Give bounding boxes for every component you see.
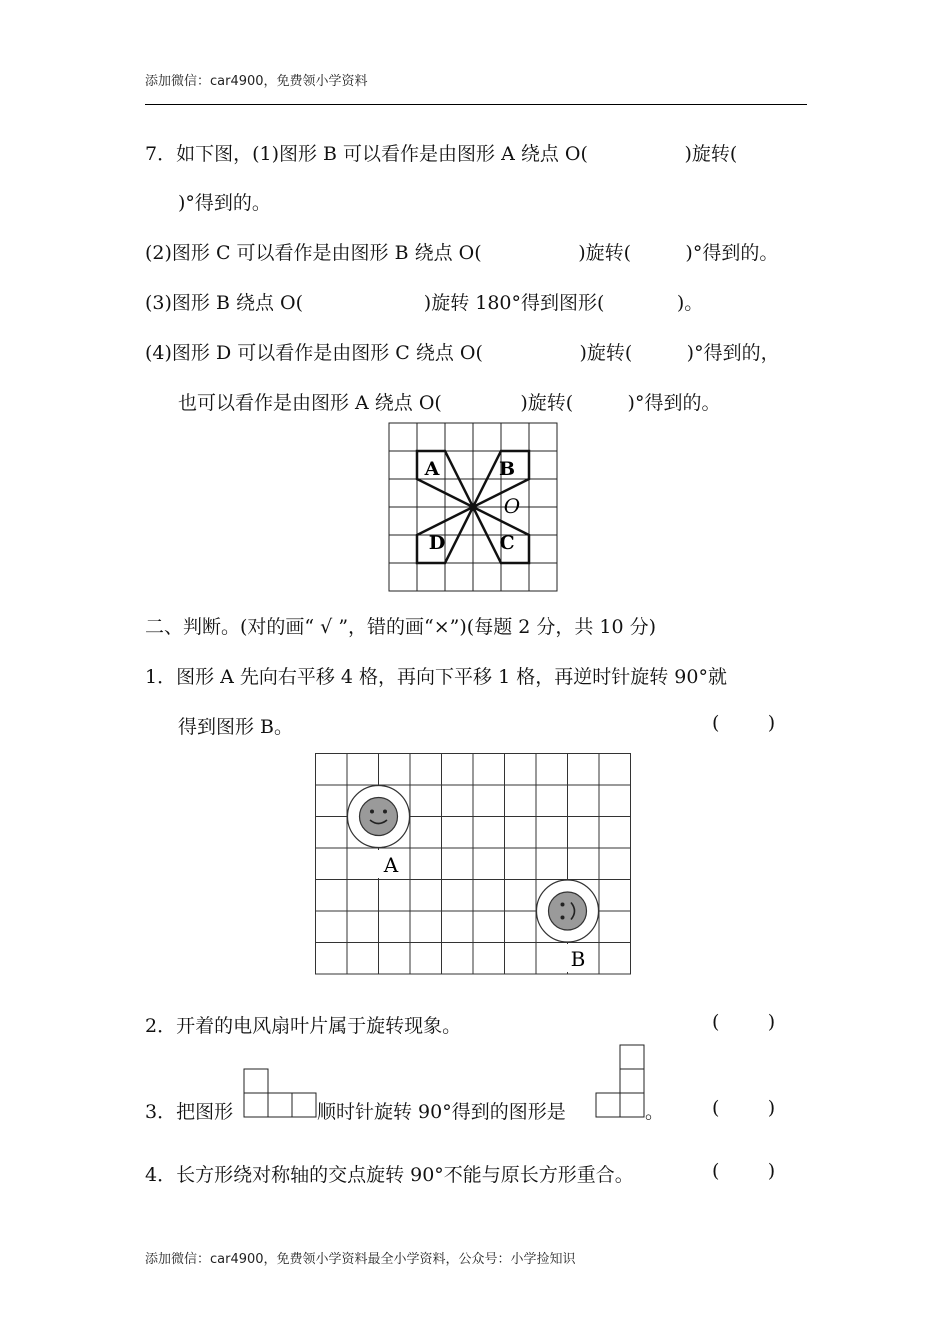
label-a: A: [424, 458, 440, 480]
page-footer: 添加微信：car4900，免费领小学资料最全小学资料，公众号：小学捡知识: [145, 1252, 576, 1267]
label-d: D: [428, 532, 446, 554]
judge-q1-figure: [314, 752, 632, 976]
q7-line-4: (3)图形 B 绕点 O( )旋转 180°得到图形( )。: [145, 292, 704, 314]
smiley-face-b: [537, 880, 599, 942]
judge-q2-text: 2．开着的电风扇叶片属于旋转现象。: [145, 1015, 462, 1037]
judge-q3-shape-rotated: [595, 1044, 645, 1118]
q7-line-6: 也可以看作是由图形 A 绕点 O( )旋转( )°得到的。: [178, 392, 721, 414]
page-header: 添加微信：car4900，免费领小学资料: [145, 74, 368, 89]
q7-line-2: )°得到的。: [178, 192, 271, 214]
judge-q1-line-2: 得到图形 B。: [178, 716, 294, 738]
judge-q3-answer-paren[interactable]: ( ): [712, 1097, 776, 1119]
q7-rotation-figure: [388, 422, 558, 592]
section-2-title: 二、判断。(对的画“ √ ”，错的画“×”)(每题 2 分，共 10 分): [145, 616, 657, 638]
judge-q3-part-3: 。: [645, 1101, 665, 1123]
judge-q1-label-a: A: [383, 853, 399, 877]
q7-line-3: (2)图形 C 可以看作是由图形 B 绕点 O( )旋转( )°得到的。: [145, 242, 779, 264]
judge-q3-part-1: 3．把图形: [145, 1101, 234, 1123]
q7-line-1: 7．如下图，(1)图形 B 可以看作是由图形 A 绕点 O( )旋转(: [145, 143, 738, 165]
judge-q1-answer-paren[interactable]: ( ): [712, 712, 776, 734]
judge-q1-label-b: B: [570, 947, 586, 971]
header-rule: [145, 104, 807, 105]
judge-q4-answer-paren[interactable]: ( ): [712, 1160, 776, 1182]
judge-q3-shape-original: [243, 1068, 317, 1118]
label-c: C: [499, 532, 515, 554]
judge-q3-part-2: 顺时针旋转 90°得到的图形是: [317, 1101, 566, 1123]
label-b: B: [498, 458, 516, 480]
judge-q2-answer-paren[interactable]: ( ): [712, 1011, 776, 1033]
label-o: O: [503, 494, 521, 518]
smiley-face-a: [348, 786, 410, 848]
judge-q4-text: 4．长方形绕对称轴的交点旋转 90°不能与原长方形重合。: [145, 1164, 634, 1186]
judge-q1-grid: [316, 754, 631, 975]
q7-line-5: (4)图形 D 可以看作是由图形 C 绕点 O( )旋转( )°得到的，: [145, 342, 780, 364]
judge-q1-line-1: 1．图形 A 先向右平移 4 格，再向下平移 1 格，再逆时针旋转 90°就: [145, 666, 727, 688]
